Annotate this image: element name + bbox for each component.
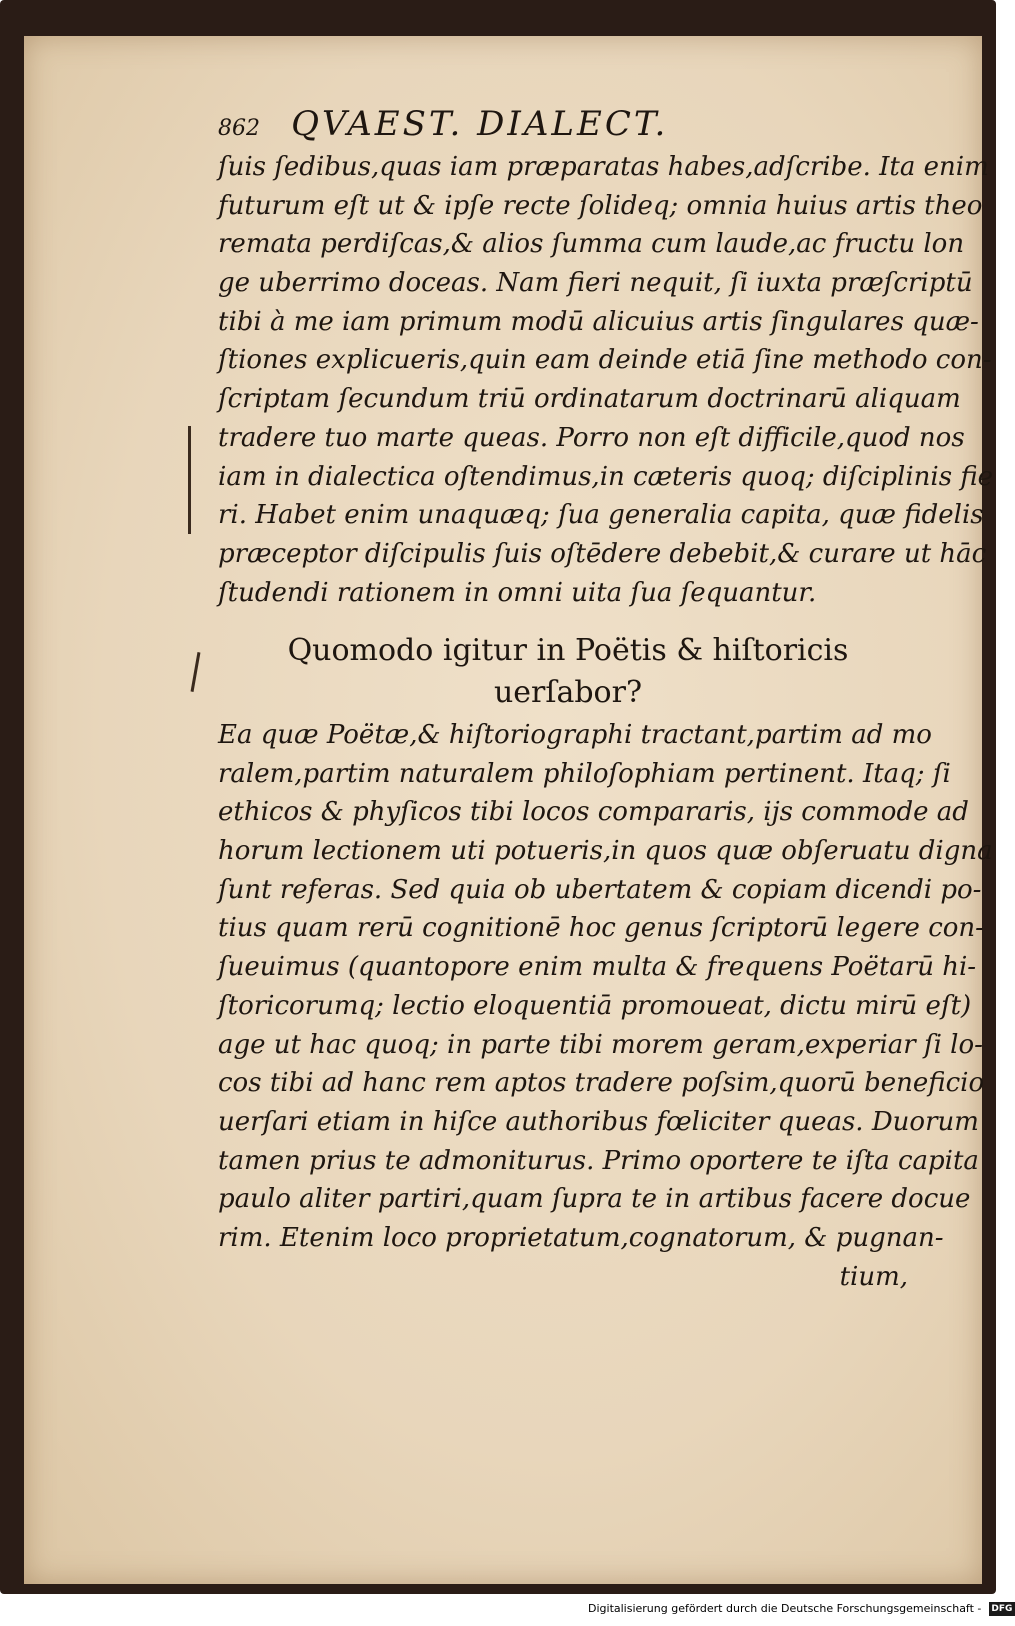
text-line: ethicos & phyſicos tibi locos compararis, ijs commode ad <box>218 797 969 828</box>
text-line: uerſari etiam in hiſce authoribus fœliciter queas. Duorum <box>218 1106 979 1137</box>
text-line: ri. Habet enim unaquæq; ſua generalia capita, quæ fidelis <box>218 500 984 531</box>
text-line: tradere tuo marte queas. Porro non eſt difficile,quod nos <box>218 422 965 453</box>
text-line: cos tibi ad hanc rem aptos tradere poſsim,quorū beneficio <box>218 1068 985 1099</box>
text-line: horum lectionem uti potueris,in quos quæ obſeruatu digna <box>218 836 993 867</box>
paragraph-2 <box>218 716 993 1296</box>
page-number: 862 <box>218 116 260 141</box>
section-heading <box>218 630 918 714</box>
text-line: Ea quæ Poëtæ,& hiſtoriographi tractant,partim ad mo <box>218 720 932 750</box>
text-line: futurum eſt ut & ipſe recte ſolideq; omnia huius artis theo <box>218 190 983 221</box>
text-line: ralem,partim naturalem philoſophiam pertinent. Itaq; ſi <box>218 758 951 789</box>
text-line: iam in dialectica oſtendimus,in cæteris quoq; diſciplinis fie <box>218 461 994 492</box>
credit-text: Digitalisierung gefördert durch die Deutsche Forschungsgemeinschaft - <box>588 1602 982 1615</box>
text-line: ſtiones explicueris,quin eam deinde etiā ſine methodo con- <box>218 345 992 376</box>
text-line: ſtudendi rationem in omni uita ſua ſequantur. <box>218 577 817 608</box>
running-title: QVAEST. DIALECT. <box>291 104 669 144</box>
text-line: ſueuimus (quantopore enim multa & frequens Poëtarū hi- <box>218 952 977 983</box>
heading-line: Quomodo igitur in Poëtis & hiſtoricis <box>287 633 849 668</box>
digitization-credit <box>588 1602 1015 1616</box>
text-line: ſcriptam ſecundum triū ordinatarum doctrinarū aliquam <box>218 384 961 415</box>
heading-line: uerſabor? <box>493 675 643 710</box>
text-line: paulo aliter partiri,quam ſupra te in artibus facere docue <box>218 1184 971 1215</box>
margin-bracket <box>188 426 191 534</box>
text-line: age ut hac quoq; in parte tibi morem geram,experiar ſi lo- <box>218 1029 983 1060</box>
text-line: rim. Etenim loco proprietatum,cognatorum, & pugnan- <box>218 1222 944 1253</box>
dfg-logo-icon: DFG <box>989 1602 1015 1616</box>
running-head <box>218 104 668 144</box>
text-line: tamen prius te admoniturus. Primo oportere te iſta capita <box>218 1145 979 1176</box>
paragraph-1 <box>218 148 994 612</box>
text-line: remata perdiſcas,& alios ſumma cum laude,ac fructu lon <box>218 229 965 260</box>
text-line: præceptor diſcipulis ſuis oſtēdere debebit,& curare ut hāc <box>218 538 987 569</box>
text-line: ge uberrimo doceas. Nam fieri nequit, ſi iuxta præſcriptū <box>218 268 973 299</box>
text-line: ſuis ſedibus,quas iam præparatas habes,adſcribe. Ita enim <box>218 152 989 182</box>
text-line: tibi à me iam primum modū alicuius artis ſingulares quæ- <box>218 306 979 337</box>
text-line: ſunt referas. Sed quia ob ubertatem & copiam dicendi po- <box>218 874 982 905</box>
text-line: ſtoricorumq; lectio eloquentiā promoueat, dictu mirū eſt) <box>218 990 972 1021</box>
catchword: tium, <box>839 1261 908 1292</box>
text-line: tius quam rerū cognitionē hoc genus ſcriptorū legere con- <box>218 913 984 944</box>
